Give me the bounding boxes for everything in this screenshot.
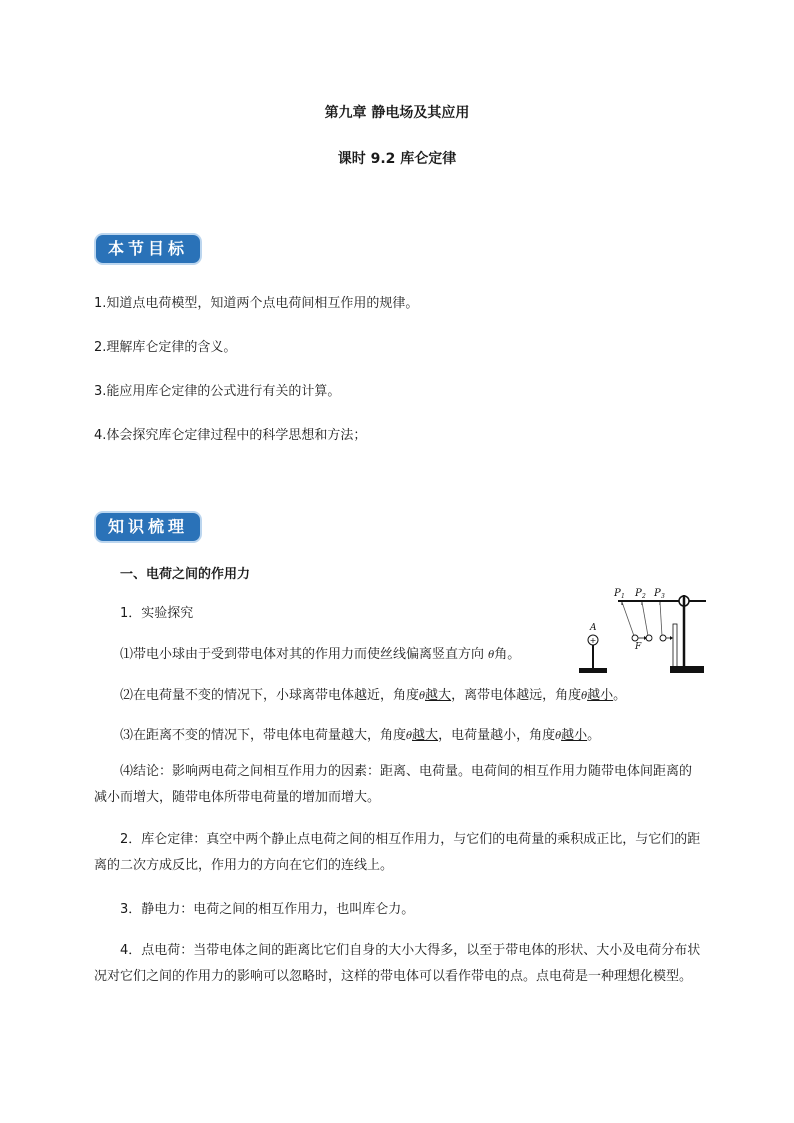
theta-symbol: θ	[555, 731, 562, 742]
answer-underline: 越小	[561, 728, 588, 743]
p3-e: 。	[587, 728, 601, 743]
answer-underline: 越大	[412, 728, 439, 743]
ball-1	[632, 635, 638, 641]
paragraph-7: 4．点电荷：当带电体之间的距离比它们自身的大小大得多，以至于带电体的形状、大小及电荷分布状况对它们之间的作用力的影响可以忽略时，这样的带电体可以看作带电的点。点电荷是一种理想化模型。	[94, 943, 701, 984]
answer-underline: 越小	[587, 688, 614, 703]
thread-1	[622, 602, 634, 636]
stand-a-base	[579, 668, 607, 673]
experiment-figure	[574, 582, 714, 678]
subsection-heading: 1．实验探究	[120, 606, 194, 621]
objectives-badge: 本节目标	[96, 235, 200, 263]
label-p1: P	[614, 588, 621, 599]
lesson-title: 课时 9.2 库仑定律	[337, 151, 457, 167]
p1-text: ⑴带电小球由于受到带电体对其的作用力而使丝线偏离竖直方向	[120, 647, 485, 662]
plus-sign: +	[589, 636, 597, 645]
chapter-title: 第九章 静电场及其应用	[324, 105, 470, 121]
section-heading: 一、电荷之间的作用力	[120, 567, 251, 582]
objective-item: 3.能应用库仑定律的公式进行有关的计算。	[94, 384, 341, 399]
theta-symbol: θ	[406, 731, 413, 742]
p1-end: 角。	[494, 647, 521, 662]
objective-item: 2.理解库仑定律的含义。	[94, 340, 237, 355]
theta-symbol: θ	[581, 691, 588, 702]
label-a: A	[590, 623, 597, 633]
p3-a: ⑶在距离不变的情况下，带电体电荷量越大，角度	[120, 728, 407, 743]
label-p2: P	[635, 588, 642, 599]
p2-a: ⑵在电荷量不变的情况下，小球离带电体越近，角度	[120, 688, 420, 703]
paragraph-4: ⑷结论：影响两电荷之间相互作用力的因素：距离、电荷量。电荷间的相互作用力随带电体间距离的减小而增大，随带电体所带电荷量的增加而增大。	[94, 764, 693, 805]
theta-symbol: θ	[488, 650, 495, 661]
p2-c: ，离带电体越远，角度	[451, 688, 582, 703]
p2-e: 。	[613, 688, 627, 703]
ball-3	[660, 635, 666, 641]
p3-c: ，电荷量越小，角度	[438, 728, 556, 743]
label-p1-sub: 1	[621, 593, 625, 600]
paragraph-2	[120, 684, 626, 703]
thread-3	[660, 602, 662, 636]
paragraph-6: 3．静电力：电荷之间的相互作用力，也叫库仑力。	[120, 902, 415, 917]
paragraph-3	[120, 724, 600, 743]
label-p3: P	[654, 588, 661, 599]
stand-base	[670, 666, 704, 673]
knowledge-badge: 知识梳理	[96, 513, 200, 541]
objective-item: 1.知道点电荷模型，知道两个点电荷间相互作用的规律。	[94, 296, 419, 311]
paragraph-5: 2．库仑定律：真空中两个静止点电荷之间的相互作用力，与它们的电荷量的乘积成正比，与它们的距离的二次方成反比，作用力的方向在它们的连线上。	[94, 832, 701, 873]
label-f: F	[635, 642, 642, 652]
answer-underline: 越大	[425, 688, 452, 703]
thread-2	[642, 602, 648, 636]
paragraph-1	[120, 643, 520, 662]
objective-item: 4.体会探究库仑定律过程中的科学思想和方法；	[94, 428, 367, 443]
theta-symbol: θ	[419, 691, 426, 702]
label-p3-sub: 3	[661, 593, 665, 600]
label-p2-sub: 2	[642, 593, 646, 600]
